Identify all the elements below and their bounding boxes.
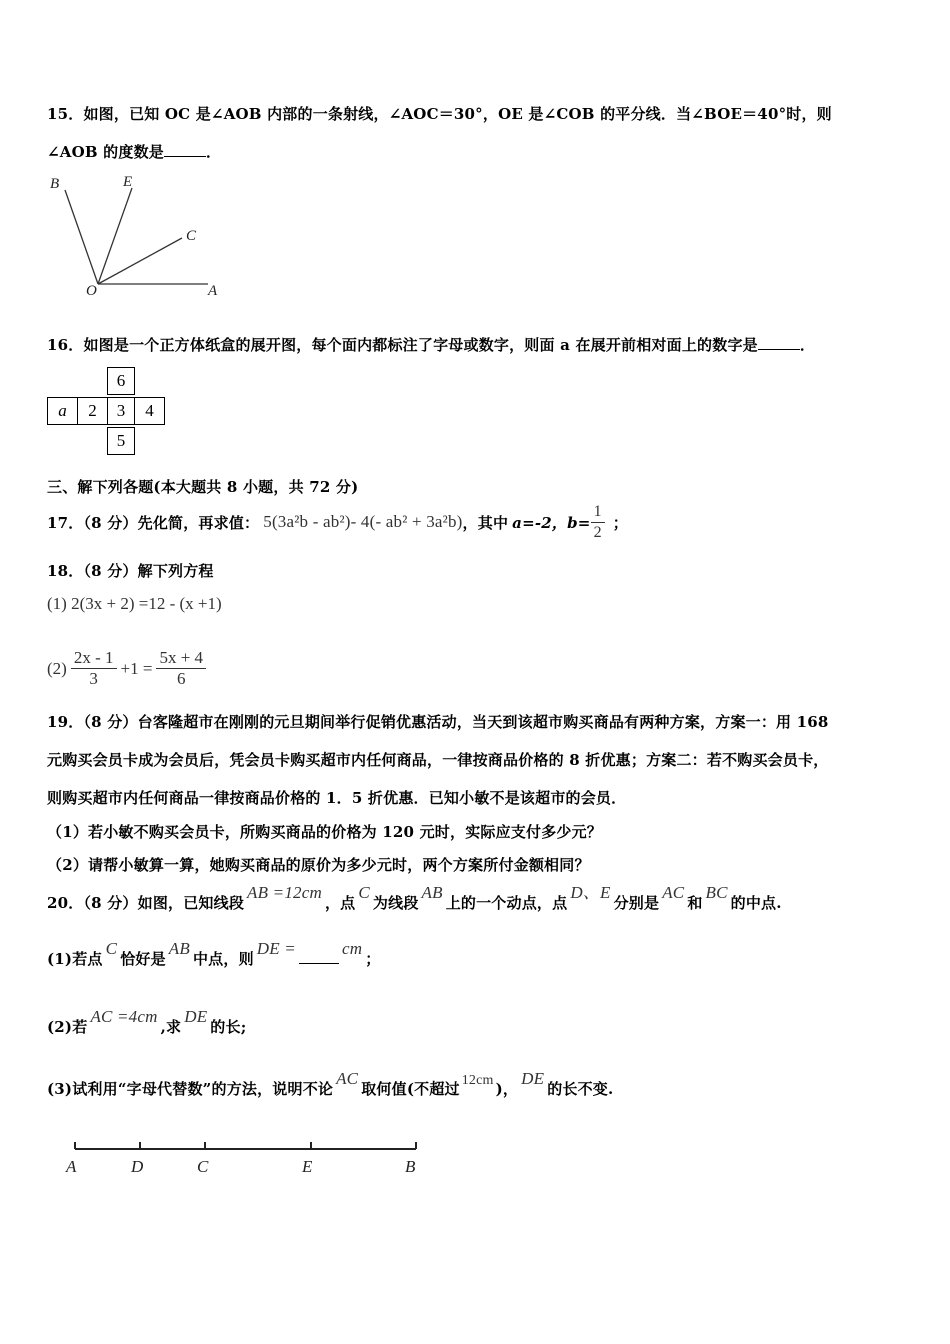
q20-s3a: (3)试利用“字母代替数”的方法，说明不论 — [47, 1080, 334, 1098]
cube-face-3: 3 — [107, 397, 135, 425]
label-e: E — [123, 174, 133, 190]
q18-eq2-rnum: 5x + 4 — [156, 648, 206, 669]
q18-eq2-right-fraction — [156, 648, 206, 689]
point-d: D — [131, 1157, 144, 1176]
q20-s1m4: cm — [341, 939, 363, 958]
q17-fraction — [591, 502, 605, 543]
q20-s1b: 恰好是 — [120, 950, 166, 968]
q15-end: ． — [205, 143, 222, 161]
point-c: C — [197, 1157, 209, 1176]
q20-m5: AC — [662, 883, 685, 902]
q20-s3m3: DE — [521, 1069, 545, 1088]
q20-p4: 上的一个动点，点 — [445, 894, 568, 912]
q17-mid: ，其中 — [462, 513, 509, 532]
q20-p7: 的中点. — [730, 894, 782, 912]
q18-eq2-lnum: 2x - 1 — [71, 648, 117, 669]
q18-eq2 — [47, 648, 206, 689]
label-b: B — [50, 176, 60, 192]
q18-eq1-label: (1) — [47, 594, 67, 613]
q17-prefix: 17．（8 分）先化简，再求值： — [47, 513, 260, 532]
q15-text-line2-body: ∠AOB 的度数是 — [47, 143, 164, 161]
q20-s3m1: AC — [336, 1069, 359, 1088]
section-heading: 三、解下列各题(本大题共 8 小题，共 72 分) — [47, 478, 359, 496]
point-b: B — [405, 1157, 416, 1176]
q20-p2: ，点 — [324, 894, 356, 912]
label-o: O — [86, 283, 97, 299]
answer-blank — [758, 349, 800, 350]
cube-face-5: 5 — [107, 427, 135, 455]
point-e: E — [302, 1157, 313, 1176]
q20-s1m3: DE = — [256, 939, 296, 958]
q20-s3m2: 12cm — [461, 1073, 494, 1088]
label-a: A — [208, 283, 218, 299]
q20-m3: AB — [421, 883, 443, 902]
q20-s1a: (1)若点 — [47, 950, 103, 968]
q20-m1: AB =12cm — [247, 883, 322, 902]
q20-s3c: )， — [495, 1080, 519, 1098]
q20-s2c: 的长; — [210, 1018, 247, 1036]
q17-frac-den: 2 — [593, 523, 602, 541]
q17-frac-num: 1 — [591, 502, 605, 523]
q20-s1m1: C — [105, 939, 118, 958]
q20-s2b: ,求 — [160, 1018, 182, 1036]
q20-s3d: 的长不变. — [547, 1080, 614, 1098]
q18-eq2-lden: 3 — [89, 669, 98, 688]
point-a: A — [66, 1157, 77, 1176]
q18-eq2-mid: +1 = — [120, 658, 153, 678]
answer-blank — [299, 963, 339, 964]
q17-end: ； — [612, 513, 628, 532]
cube-face-4: 4 — [134, 397, 165, 425]
q20-s1d: ； — [365, 950, 381, 968]
q20-sub2 — [47, 1007, 247, 1037]
q20-s1c: 中点，则 — [192, 950, 254, 968]
q20-p3: 为线段 — [372, 894, 419, 912]
q18-eq2-left-fraction — [71, 648, 117, 689]
q19-line1: 19．（8 分）台客隆超市在刚刚的元旦期间举行促销优惠活动，当天到该超市购买商品有两种方案，方案一：用 168 — [47, 713, 829, 731]
q20-stem — [47, 883, 782, 913]
q16-body: 16．如图是一个正方体纸盒的展开图，每个面内都标注了字母或数字，则面 a 在展开前相对面上的数字是 — [47, 336, 758, 354]
q20-s2m1: AC =4cm — [90, 1007, 158, 1026]
label-c: C — [186, 228, 197, 244]
cube-net — [0, 0, 200, 460]
q20-m6: BC — [705, 883, 728, 902]
q17 — [47, 500, 628, 544]
q20-p5: 分别是 — [613, 894, 660, 912]
q15-text-line1: 15．如图，已知 OC 是∠AOB 内部的一条射线，∠AOC＝30°，OE 是∠COB 的平分线．当∠BOE＝40°时，则 — [47, 105, 832, 123]
q17-condition: a=-2，b= — [512, 513, 591, 532]
q20-p6: 和 — [687, 894, 703, 912]
q19-sub1: （1）若小敏不购买会员卡，所购买商品的价格为 120 元时，实际应支付多少元？ — [47, 823, 602, 841]
q20-s1m2: AB — [168, 939, 190, 958]
q18-title: 18．（8 分）解下列方程 — [47, 562, 214, 580]
q19-sub2: （2）请帮小敏算一算，她购买商品的原价为多少元时，两个方案所付金额相同？ — [47, 856, 590, 874]
cube-face-2: 2 — [77, 397, 108, 425]
q20-sub3 — [47, 1069, 614, 1099]
q18-eq1 — [47, 594, 222, 614]
q18-eq2-rden: 6 — [176, 669, 186, 688]
q18-eq2-label: (2) — [47, 658, 67, 678]
q18-eq1-body: 2(3x + 2) =12 - (x +1) — [71, 594, 222, 613]
q16-end: ． — [799, 336, 816, 354]
q20-s2a: (2)若 — [47, 1018, 88, 1036]
cube-face-a: a — [47, 397, 78, 425]
q17-expression: 5(3a²b - ab²)- 4(- ab² + 3a²b) — [263, 512, 463, 531]
q20-s2m2: DE — [184, 1007, 208, 1026]
q20-s3b: 取何值(不超过 — [361, 1080, 460, 1098]
cube-face-6: 6 — [107, 367, 135, 395]
segment-diagram — [60, 1135, 440, 1165]
q20-sub1 — [47, 939, 381, 969]
q19-line3: 则购买超市内任何商品一律按商品价格的 1．5 折优惠．已知小敏不是该超市的会员． — [47, 789, 627, 807]
q20-m4: D、E — [570, 883, 611, 902]
q20-m2: C — [358, 883, 370, 902]
q20-p1: 20．（8 分）如图，已知线段 — [47, 894, 245, 912]
q19-line2: 元购买会员卡成为会员后，凭会员卡购买超市内任何商品，一律按商品价格的 8 折优惠；方案二：若不购买会员卡， — [47, 751, 829, 769]
